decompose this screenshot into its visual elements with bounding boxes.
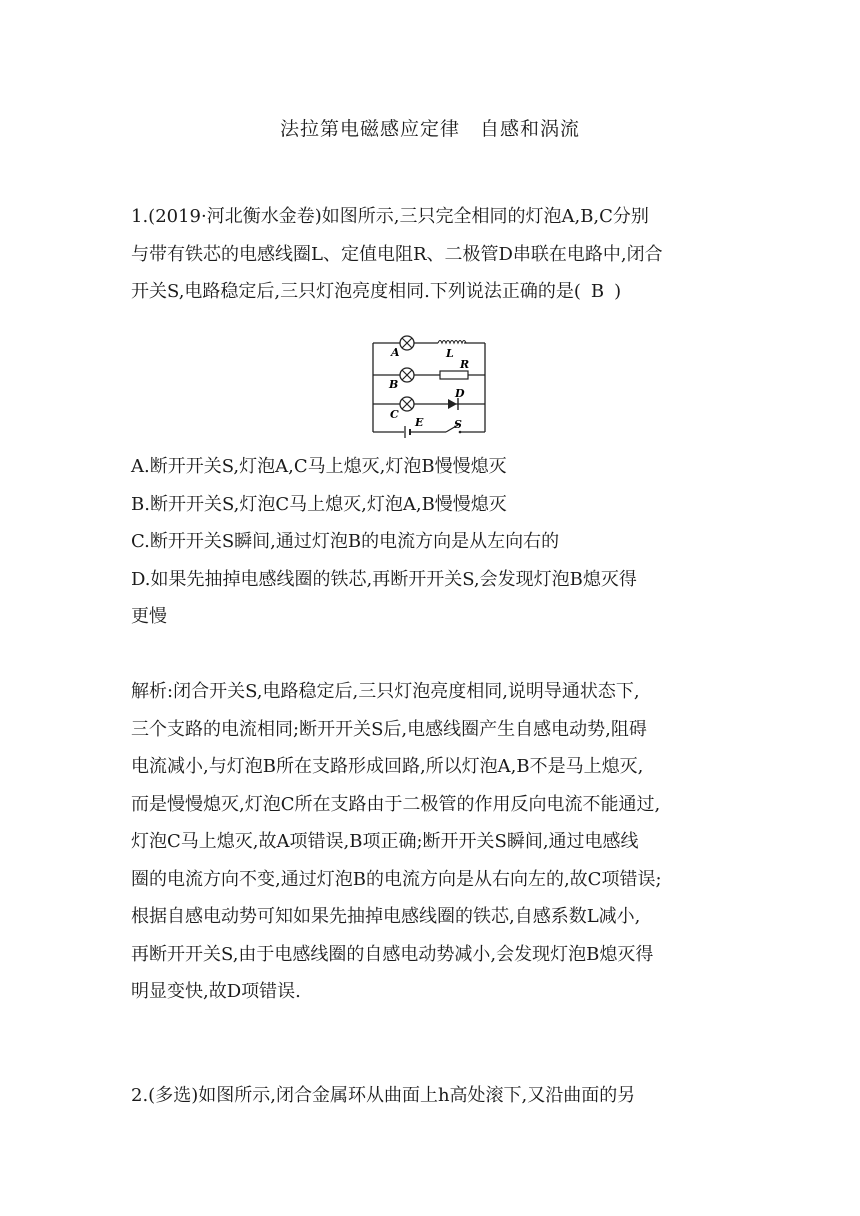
- option-b: B.断开开关S,灯泡C马上熄灭,灯泡A,B慢慢熄灭: [131, 493, 507, 515]
- label-d: D: [455, 387, 465, 400]
- lamp-c-icon: [400, 397, 414, 411]
- label-l: L: [446, 347, 454, 360]
- label-c: C: [390, 408, 399, 421]
- label-s: S: [454, 418, 462, 431]
- option-c: C.断开开关S瞬间,通过灯泡B的电流方向是从左向右的: [131, 531, 560, 552]
- circuit-diagram: [364, 334, 494, 439]
- lamp-b-icon: [400, 368, 414, 382]
- analysis-line: 电流减小,与灯泡B所在支路形成回路,所以灯泡A,B不是马上熄灭,: [131, 756, 644, 777]
- analysis-line: 根据自感电动势可知如果先抽掉电感线圈的铁芯,自感系数L减小,: [131, 906, 641, 927]
- option-d-line-2: 更慢: [131, 606, 167, 627]
- analysis-line: 明显变快,故D项错误.: [131, 981, 301, 1002]
- question-1-answer: B: [590, 281, 605, 302]
- analysis-line: 而是慢慢熄灭,灯泡C所在支路由于二极管的作用反向电流不能通过,: [131, 793, 661, 815]
- question-1: [131, 198, 741, 311]
- analysis-line: 三个支路的电流相同;断开开关S后,电感线圈产生自感电动势,阻碍: [131, 718, 647, 740]
- resistor-icon: [440, 371, 468, 379]
- lamp-a-icon: [400, 336, 414, 350]
- label-a: A: [391, 346, 400, 359]
- inductor-icon: [438, 340, 466, 345]
- label-e: E: [415, 416, 424, 429]
- option-d-line-1: D.如果先抽掉电感线圈的铁芯,再断开开关S,会发现灯泡B熄灭得: [131, 568, 637, 590]
- question-2: [131, 1077, 741, 1115]
- analysis-line: 灯泡C马上熄灭,故A项错误,B项正确;断开开关S瞬间,通过电感线: [131, 831, 639, 852]
- question-1-line-1: 1.(2019·河北衡水金卷)如图所示,三只完全相同的灯泡A,B,C分别: [131, 206, 649, 227]
- question-1-line-2: 与带有铁芯的电感线圈L、定值电阻R、二极管D串联在电路中,闭合: [131, 243, 663, 265]
- label-b: B: [389, 378, 399, 391]
- analysis: [131, 673, 741, 1011]
- option-a: A.断开开关S,灯泡A,C马上熄灭,灯泡B慢慢熄灭: [131, 456, 507, 477]
- question-1-close-paren: ): [614, 281, 622, 302]
- label-r: R: [460, 358, 470, 371]
- page-title: 法拉第电磁感应定律 自感和涡流: [279, 118, 580, 140]
- question-2-line-1: 2.(多选)如图所示,闭合金属环从曲面上h高处滚下,又沿曲面的另: [131, 1085, 636, 1106]
- options: [131, 448, 741, 636]
- question-1-line-3: [131, 273, 741, 311]
- analysis-line: 再断开开关S,由于电感线圈的自感电动势减小,会发现灯泡B熄灭得: [131, 943, 654, 965]
- analysis-line: 圈的电流方向不变,通过灯泡B的电流方向是从右向左的,故C项错误;: [131, 868, 662, 890]
- question-1-stem-end: 开关S,电路稳定后,三只灯泡亮度相同.下列说法正确的是(: [131, 281, 581, 302]
- analysis-line: 解析:闭合开关S,电路稳定后,三只灯泡亮度相同,说明导通状态下,: [131, 681, 640, 702]
- battery-icon: [405, 426, 410, 438]
